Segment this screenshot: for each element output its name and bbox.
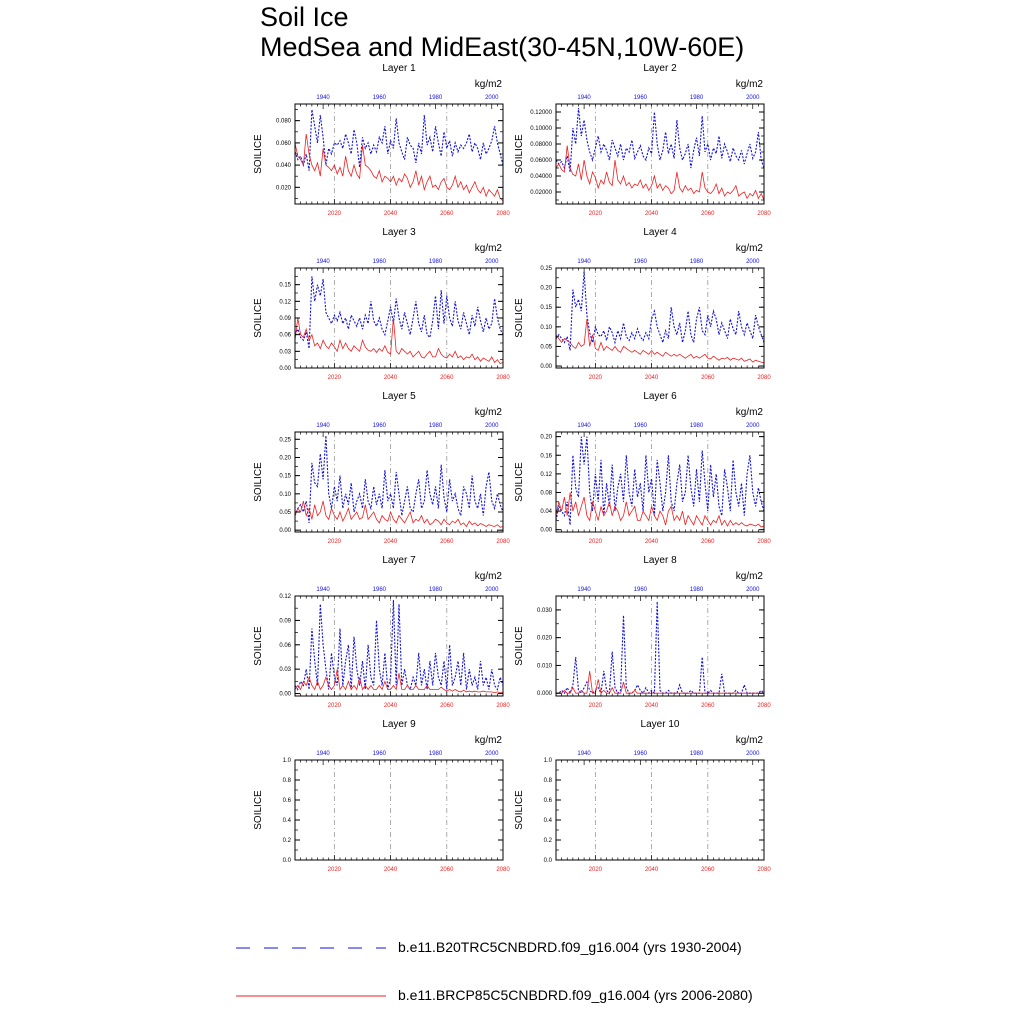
y-tick-label: 0.10: [279, 491, 291, 498]
panel-layer-4: [514, 227, 771, 381]
x-bottom-tick-label: 2040: [383, 375, 398, 381]
y-tick-label: 0.080: [275, 118, 291, 125]
x-bottom-tick-label: 2080: [757, 539, 771, 545]
y-tick-label: 0.0: [282, 858, 291, 864]
x-bottom-tick-label: 2080: [757, 375, 771, 381]
x-top-tick-label: 2000: [485, 259, 499, 265]
y-axis-label: SOILICE: [514, 134, 525, 174]
units-label: kg/m2: [735, 571, 763, 582]
x-bottom-tick-label: 2080: [757, 867, 771, 873]
x-bottom-tick-label: 2040: [644, 375, 659, 381]
series-line-historical: [556, 602, 764, 694]
plot-frame: [556, 104, 764, 204]
x-top-tick-label: 2000: [746, 587, 760, 593]
y-tick-label: 0.16: [540, 453, 552, 460]
x-bottom-tick-label: 2040: [383, 703, 398, 709]
y-tick-label: 0.08: [540, 490, 552, 497]
y-axis-label: SOILICE: [514, 790, 525, 830]
x-bottom-tick-label: 2080: [757, 703, 771, 709]
x-bottom-tick-label: 2020: [588, 211, 603, 217]
y-tick-label: 1.0: [543, 758, 552, 764]
y-tick-label: 0.06000: [530, 158, 552, 164]
x-top-tick-label: 1960: [633, 95, 648, 101]
panel-title: Layer 7: [382, 555, 416, 566]
units-label: kg/m2: [474, 571, 502, 582]
legend-label-historical: b.e11.B20TRC5CNBDRD.f09_g16.004 (yrs 1930-2004): [398, 939, 742, 955]
x-bottom-tick-label: 2020: [327, 539, 342, 545]
y-tick-label: 0.12: [279, 594, 291, 600]
panel-layer-8: [514, 555, 771, 709]
x-bottom-tick-label: 2080: [496, 211, 510, 217]
units-label: kg/m2: [735, 243, 763, 254]
x-top-tick-label: 2000: [485, 95, 499, 101]
x-bottom-tick-label: 2060: [440, 539, 454, 545]
x-bottom-tick-label: 2080: [496, 703, 510, 709]
panel-layer-9: [253, 719, 510, 873]
x-bottom-tick-label: 2020: [588, 867, 603, 873]
x-top-tick-label: 1940: [577, 95, 591, 101]
panel-layer-2: [514, 63, 771, 217]
y-tick-label: 0.6: [543, 798, 552, 804]
y-tick-label: 0.25: [279, 437, 291, 444]
y-tick-label: 0.4: [282, 818, 291, 824]
y-tick-label: 0.030: [536, 607, 552, 614]
series-line-historical: [295, 436, 503, 523]
x-top-tick-label: 1960: [372, 751, 387, 757]
x-top-tick-label: 2000: [485, 751, 499, 757]
x-top-tick-label: 1960: [372, 95, 387, 101]
y-tick-label: 0.020: [536, 635, 552, 642]
y-tick-label: 0.10000: [530, 126, 552, 132]
x-bottom-tick-label: 2060: [701, 539, 715, 545]
series-line-projection: [556, 319, 764, 363]
y-tick-label: 0.20: [540, 434, 552, 441]
x-bottom-tick-label: 2060: [701, 703, 715, 709]
x-bottom-tick-label: 2020: [588, 539, 603, 545]
x-top-tick-label: 1960: [633, 587, 648, 593]
x-bottom-tick-label: 2040: [383, 211, 398, 217]
x-top-tick-label: 1960: [372, 259, 387, 265]
panel-title: Layer 1: [382, 63, 416, 74]
x-top-tick-label: 1980: [689, 587, 704, 593]
x-top-tick-label: 1940: [577, 751, 591, 757]
panel-title: Layer 3: [382, 227, 416, 238]
panel-title: Layer 4: [643, 227, 677, 238]
x-bottom-tick-label: 2060: [701, 867, 715, 873]
y-tick-label: 0.20: [279, 455, 291, 462]
panel-layer-5: [253, 391, 510, 545]
series-line-historical: [556, 272, 764, 351]
panel-title: Layer 9: [382, 719, 416, 730]
x-bottom-tick-label: 2020: [327, 375, 342, 381]
units-label: kg/m2: [474, 407, 502, 418]
y-tick-label: 0.09: [279, 316, 291, 322]
x-bottom-tick-label: 2040: [644, 211, 659, 217]
x-bottom-tick-label: 2060: [440, 703, 454, 709]
plot-frame: [556, 760, 764, 860]
x-top-tick-label: 1980: [689, 259, 704, 265]
x-top-tick-label: 1940: [577, 587, 591, 593]
x-top-tick-label: 1940: [316, 259, 330, 265]
y-tick-label: 0.040: [275, 163, 291, 170]
x-top-tick-label: 2000: [746, 423, 760, 429]
series-line-projection: [295, 318, 503, 364]
x-top-tick-label: 2000: [485, 423, 499, 429]
y-tick-label: 0.06: [279, 642, 291, 649]
plot-frame: [556, 268, 764, 368]
x-bottom-tick-label: 2020: [588, 375, 603, 381]
x-bottom-tick-label: 2020: [327, 703, 342, 709]
series-line-historical: [556, 108, 764, 172]
y-tick-label: 0.12000: [530, 110, 552, 116]
series-line-historical: [295, 276, 503, 348]
units-label: kg/m2: [474, 735, 502, 746]
y-tick-label: 0.8: [543, 778, 552, 784]
series-line-projection: [556, 493, 764, 527]
x-bottom-tick-label: 2060: [440, 867, 454, 873]
x-bottom-tick-label: 2080: [496, 539, 510, 545]
x-bottom-tick-label: 2040: [644, 539, 659, 545]
y-tick-label: 0.25: [540, 266, 552, 272]
y-tick-label: 0.03: [279, 667, 291, 674]
plot-frame: [295, 760, 503, 860]
y-tick-label: 0.0: [543, 858, 552, 864]
y-tick-label: 0.00: [279, 528, 291, 535]
x-bottom-tick-label: 2040: [383, 867, 398, 873]
x-top-tick-label: 1980: [689, 95, 704, 101]
x-top-tick-label: 1980: [428, 259, 443, 265]
y-tick-label: 0.2: [543, 838, 552, 844]
x-bottom-tick-label: 2020: [327, 867, 342, 873]
title-line-2: MedSea and MidEast(30-45N,10W-60E): [260, 32, 745, 62]
y-tick-label: 0.02000: [530, 190, 552, 196]
y-tick-label: 0.8: [282, 778, 291, 784]
panel-title: Layer 10: [640, 719, 680, 730]
x-top-tick-label: 1980: [689, 751, 704, 757]
y-tick-label: 0.12: [540, 471, 552, 478]
x-top-tick-label: 1940: [316, 423, 330, 429]
y-axis-label: SOILICE: [253, 134, 264, 174]
y-tick-label: 0.03: [279, 349, 291, 356]
panel-layer-3: [253, 227, 510, 381]
panel-title: Layer 5: [382, 391, 416, 402]
x-top-tick-label: 1960: [372, 587, 387, 593]
y-tick-label: 0.15: [540, 305, 552, 312]
x-top-tick-label: 1960: [633, 751, 648, 757]
panel-layer-7: [253, 555, 510, 709]
x-top-tick-label: 1940: [316, 95, 330, 101]
x-top-tick-label: 1980: [428, 751, 443, 757]
y-tick-label: 0.4: [543, 818, 552, 824]
x-top-tick-label: 1960: [633, 423, 648, 429]
panel-title: Layer 2: [643, 63, 677, 74]
title-line-1: Soil Ice: [260, 2, 349, 32]
y-tick-label: 0.000: [536, 691, 552, 698]
x-bottom-tick-label: 2060: [701, 211, 715, 217]
x-top-tick-label: 1940: [577, 259, 591, 265]
x-bottom-tick-label: 2080: [757, 211, 771, 217]
y-tick-label: 0.15: [279, 473, 291, 480]
y-tick-label: 0.05: [279, 510, 291, 516]
y-axis-label: SOILICE: [253, 298, 264, 338]
y-tick-label: 0.6: [282, 798, 291, 804]
y-tick-label: 0.04000: [530, 174, 552, 180]
x-top-tick-label: 1960: [372, 423, 387, 429]
y-tick-label: 0.05: [540, 344, 552, 351]
y-tick-label: 0.20: [540, 285, 552, 292]
y-tick-label: 0.010: [536, 663, 552, 670]
units-label: kg/m2: [735, 407, 763, 418]
legend-label-projection: b.e11.BRCP85C5CNBDRD.f09_g16.004 (yrs 2006-2080): [398, 987, 753, 1003]
y-tick-label: 0.020: [275, 185, 291, 192]
x-top-tick-label: 2000: [746, 259, 760, 265]
units-label: kg/m2: [474, 243, 502, 254]
y-tick-label: 0.12: [279, 299, 291, 306]
x-top-tick-label: 1980: [428, 423, 443, 429]
y-axis-label: SOILICE: [253, 790, 264, 830]
y-tick-label: 1.0: [282, 758, 291, 764]
y-tick-label: 0.04: [540, 509, 552, 516]
x-top-tick-label: 2000: [485, 587, 499, 593]
y-tick-label: 0.00: [540, 364, 552, 371]
y-axis-label: SOILICE: [253, 626, 264, 666]
y-axis-label: SOILICE: [514, 298, 525, 338]
y-axis-label: SOILICE: [514, 626, 525, 666]
series-line-historical: [295, 600, 503, 689]
y-tick-label: 0.060: [275, 140, 291, 147]
y-tick-label: 0.00: [279, 366, 291, 372]
series-line-projection: [556, 146, 764, 200]
units-label: kg/m2: [735, 735, 763, 746]
x-top-tick-label: 1940: [316, 587, 330, 593]
x-top-tick-label: 2000: [746, 751, 760, 757]
series-line-historical: [295, 110, 503, 171]
x-top-tick-label: 1960: [633, 259, 648, 265]
x-top-tick-label: 2000: [746, 95, 760, 101]
panel-title: Layer 6: [643, 391, 677, 402]
panel-layer-1: [253, 63, 510, 217]
x-bottom-tick-label: 2080: [496, 375, 510, 381]
y-tick-label: 0.09: [279, 618, 291, 625]
series-line-projection: [295, 501, 503, 527]
y-tick-label: 0.2: [282, 838, 291, 844]
x-bottom-tick-label: 2040: [644, 703, 659, 709]
plot-frame: [295, 104, 503, 204]
units-label: kg/m2: [474, 79, 502, 90]
y-tick-label: 0.00: [540, 527, 552, 534]
x-bottom-tick-label: 2020: [327, 211, 342, 217]
plot-frame: [295, 596, 503, 696]
y-axis-label: SOILICE: [514, 462, 525, 502]
y-tick-label: 0.00: [279, 691, 291, 698]
y-axis-label: SOILICE: [253, 462, 264, 502]
y-tick-label: 0.08000: [530, 142, 552, 148]
x-top-tick-label: 1980: [689, 423, 704, 429]
y-tick-label: 0.10: [540, 324, 552, 331]
x-bottom-tick-label: 2060: [440, 211, 454, 217]
units-label: kg/m2: [735, 79, 763, 90]
y-tick-label: 0.06: [279, 332, 291, 339]
x-top-tick-label: 1940: [577, 423, 591, 429]
x-bottom-tick-label: 2020: [588, 703, 603, 709]
x-bottom-tick-label: 2060: [701, 375, 715, 381]
x-bottom-tick-label: 2060: [440, 375, 454, 381]
panel-title: Layer 8: [643, 555, 677, 566]
panel-layer-10: [514, 719, 771, 873]
x-bottom-tick-label: 2040: [644, 867, 659, 873]
x-bottom-tick-label: 2080: [496, 867, 510, 873]
x-bottom-tick-label: 2040: [383, 539, 398, 545]
x-top-tick-label: 1980: [428, 587, 443, 593]
x-top-tick-label: 1940: [316, 751, 330, 757]
x-top-tick-label: 1980: [428, 95, 443, 101]
panel-layer-6: [514, 391, 771, 545]
y-tick-label: 0.15: [279, 282, 291, 289]
